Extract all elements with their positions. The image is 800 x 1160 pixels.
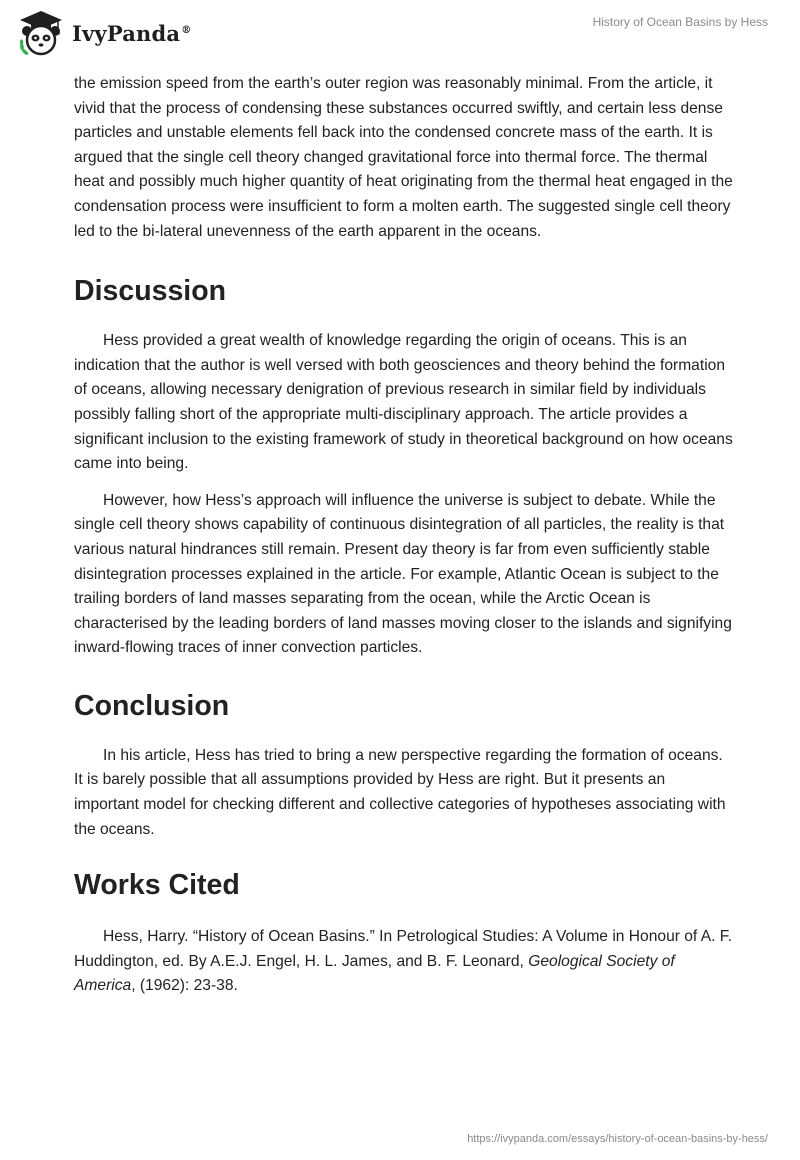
- discussion-paragraph-2: However, how Hess’s approach will influence the universe is subject to debate. While the single cell theory shows capability of continuous disintegration of all particles, the reality is that various natural hindrances still remain. Present day theory is far from even sufficiently stable disintegration processes explained in the article. For example, Atlantic Ocean is subject to the trailing borders of land masses separating from the ocean, while the Arctic Ocean is characterised by the leading borders of land masses moving closer to the islands and signifying inward-flowing traces of inner convection particles.: [74, 491, 732, 657]
- citation-publisher: Geological Society of America: [74, 952, 675, 995]
- document-title: History of Ocean Basins by Hess: [592, 15, 768, 29]
- footer-url-link[interactable]: https://ivypanda.com/essays/history-of-ocean-basins-by-hess/: [467, 1133, 768, 1145]
- panda-graduate-icon: [16, 8, 66, 58]
- page-header: [0, 0, 800, 70]
- works-cited-heading: Works Cited: [74, 869, 240, 902]
- intro-paragraph: the emission speed from the earth’s outer region was reasonably minimal. From the article, it vivid that the process of condensing these substances occurred swiftly, and certain less dense particles and unstable elements fell back into the condensed concrete mass of the earth. It is argued that the single cell theory changed gravitational force into thermal force. The thermal heat and possibly much higher quantity of heat originating from the thermal heat engaged in the condensation process were insufficient to form a molten earth. The suggested single cell theory led to the bi-lateral unevenness of the earth apparent in the oceans.: [74, 75, 733, 240]
- conclusion-heading: Conclusion: [74, 689, 230, 722]
- citation-details: , (1962): 23-38.: [131, 977, 238, 995]
- citation-text: Hess, Harry. “History of Ocean Basins.” In Petrological Studies: A Volume in Honour of A. F. Huddington, ed. By A.E.J. Engel, H. L. James, and B. F. Leonard,: [74, 928, 732, 970]
- discussion-paragraph-1: Hess provided a great wealth of knowledge regarding the origin of oceans. This is an indication that the author is well versed with both geosciences and theory behind the formation of oceans, allowing necessary denigration of previous research in similar field by individuals possibly falling short of the appropriate multi-disciplinary approach. The article provides a significant inclusion to the existing framework of study in theoretical background on how oceans came into being.: [74, 332, 733, 473]
- brand-name: IvyPanda®: [72, 20, 192, 46]
- discussion-heading: Discussion: [74, 275, 227, 308]
- essay-content: [74, 72, 734, 999]
- citation-entry: [74, 925, 734, 999]
- conclusion-paragraph: In his article, Hess has tried to bring a new perspective regarding the formation of oceans. It is barely possible that all assumptions provided by Hess are right. But it presents an important model for checking different and collective categories of hypotheses associating with the oceans.: [74, 746, 726, 838]
- brand-logo[interactable]: [16, 8, 191, 58]
